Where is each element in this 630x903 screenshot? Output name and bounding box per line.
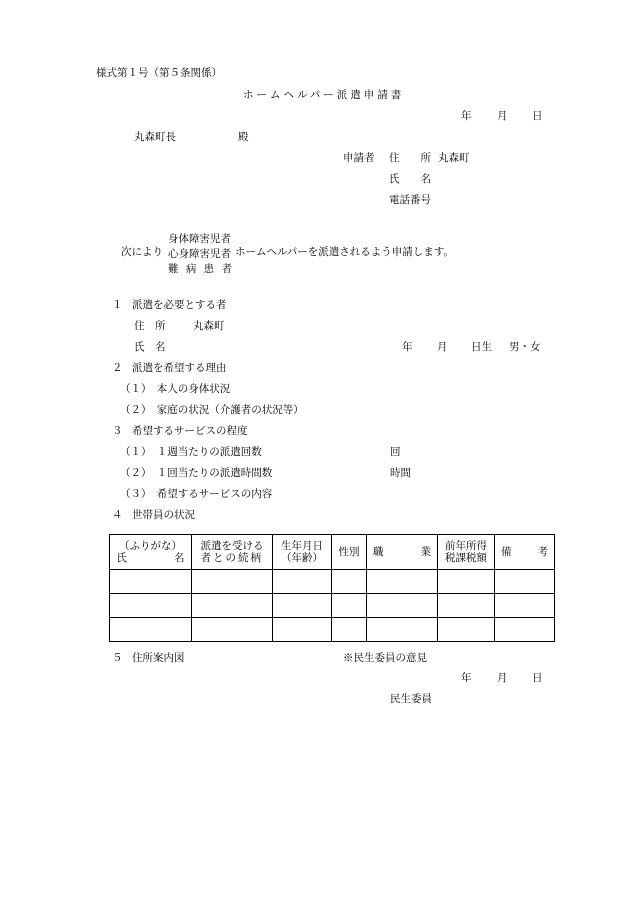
request-subject-physical: 身体障害児者 xyxy=(168,233,231,245)
section1-title: 派遣を必要とする者 xyxy=(132,299,227,311)
section2-item2: （２） 家庭の状況（介護者の状況等） xyxy=(120,404,304,416)
col-birth-header xyxy=(273,535,332,570)
section1-number: １ xyxy=(112,299,123,311)
form-title: ホームヘルパー派遣申請書 xyxy=(243,89,405,101)
request-subject-mental-physical: 心身障害児者 xyxy=(168,248,231,260)
opinion-date-day: 日 xyxy=(532,672,543,684)
section3-item1-unit: 回 xyxy=(390,446,401,458)
table-cell[interactable] xyxy=(332,570,367,594)
table-cell[interactable] xyxy=(192,594,273,618)
form-style-number: 様式第１号（第５条関係） xyxy=(96,67,222,79)
table-cell[interactable] xyxy=(438,594,495,618)
col-job-header xyxy=(367,535,438,570)
section3-item3: （３） 希望するサービスの内容 xyxy=(120,488,273,500)
table-cell[interactable] xyxy=(495,594,555,618)
section1-address-value: 丸森町 xyxy=(193,320,225,332)
opinion-date-year: 年 xyxy=(461,672,472,684)
col-furigana: （ふりがな） xyxy=(119,540,182,552)
col-name-2: 名 xyxy=(174,552,185,564)
section3-item1: （１） １週当たりの派遣回数 xyxy=(120,446,262,458)
col-tax-header xyxy=(438,535,495,570)
applicant-address-value: 丸森町 xyxy=(438,152,470,164)
col-sex-header: 性別 xyxy=(332,535,367,570)
table-cell[interactable] xyxy=(332,618,367,642)
table-row xyxy=(110,570,555,594)
table-cell[interactable] xyxy=(495,618,555,642)
applicant-label: 申請者 xyxy=(343,152,375,164)
table-cell[interactable] xyxy=(495,570,555,594)
col-tax-2: 税課税額 xyxy=(445,552,487,564)
table-cell[interactable] xyxy=(332,594,367,618)
table-cell[interactable] xyxy=(438,570,495,594)
table-cell[interactable] xyxy=(110,570,192,594)
table-cell[interactable] xyxy=(438,618,495,642)
section3-number: ３ xyxy=(112,425,123,437)
col-name-header xyxy=(110,535,192,570)
request-subject-intractable: 難 病 患 者 xyxy=(168,263,235,275)
col-relation-1: 派遣を受ける xyxy=(200,540,264,552)
col-relation-header xyxy=(192,535,273,570)
table-cell[interactable] xyxy=(192,618,273,642)
section1-birth-month: 月 xyxy=(437,341,448,353)
addressee-mayor: 丸森町長 xyxy=(134,131,176,143)
date-day: 日 xyxy=(532,110,543,122)
section3-title: 希望するサービスの程度 xyxy=(132,425,248,437)
col-birth-1: 生年月日 xyxy=(281,540,323,552)
table-cell[interactable] xyxy=(110,594,192,618)
addressee-honorific: 殿 xyxy=(238,131,249,143)
table-cell[interactable] xyxy=(273,618,332,642)
section1-birth-day: 日生 xyxy=(471,341,492,353)
table-cell[interactable] xyxy=(367,594,438,618)
table-row xyxy=(110,618,555,642)
col-note-1: 備 xyxy=(501,546,512,558)
table-cell[interactable] xyxy=(367,618,438,642)
section1-name-label: 氏 名 xyxy=(134,341,166,353)
col-job-1: 職 xyxy=(373,546,384,558)
table-cell[interactable] xyxy=(110,618,192,642)
col-name-1: 氏 xyxy=(116,552,127,564)
commissioner-opinion-label: ※民生委員の意見 xyxy=(343,652,427,664)
table-cell[interactable] xyxy=(273,570,332,594)
section5-number: ５ xyxy=(112,652,123,664)
section4-number: ４ xyxy=(112,509,123,521)
col-birth-2: （年齢） xyxy=(281,552,323,564)
col-relation-2: 者との続柄 xyxy=(200,552,263,564)
request-prefix: 次により xyxy=(121,246,163,258)
table-cell[interactable] xyxy=(273,594,332,618)
table-cell[interactable] xyxy=(192,570,273,594)
section1-birth-year: 年 xyxy=(402,341,413,353)
applicant-address-label: 住 所 xyxy=(389,152,431,164)
section2-number: ２ xyxy=(112,362,123,374)
applicant-phone-label: 電話番号 xyxy=(389,194,431,206)
section1-sex: 男・女 xyxy=(509,341,541,353)
opinion-date-month: 月 xyxy=(497,672,508,684)
commissioner-label: 民生委員 xyxy=(390,693,432,705)
table-row xyxy=(110,594,555,618)
request-suffix: ホームヘルパーを派遣されるよう申請します。 xyxy=(235,246,454,258)
section2-item1: （１） 本人の身体状況 xyxy=(120,383,231,395)
section3-item2-unit: 時間 xyxy=(390,467,411,479)
section1-address-label: 住 所 xyxy=(134,320,166,332)
section2-title: 派遣を希望する理由 xyxy=(132,362,227,374)
section4-title: 世帯員の状況 xyxy=(132,509,195,521)
section3-item2: （２） １回当たりの派遣時間数 xyxy=(120,467,273,479)
col-job-2: 業 xyxy=(420,546,431,558)
household-table xyxy=(109,534,555,642)
date-month: 月 xyxy=(497,110,508,122)
household-table-header xyxy=(110,535,555,570)
section5-title: 住所案内図 xyxy=(132,652,185,664)
date-year: 年 xyxy=(461,110,472,122)
applicant-name-label: 氏 名 xyxy=(389,173,431,185)
col-note-header xyxy=(495,535,555,570)
col-note-2: 考 xyxy=(537,546,548,558)
table-cell[interactable] xyxy=(367,570,438,594)
col-tax-1: 前年所得 xyxy=(445,540,487,552)
